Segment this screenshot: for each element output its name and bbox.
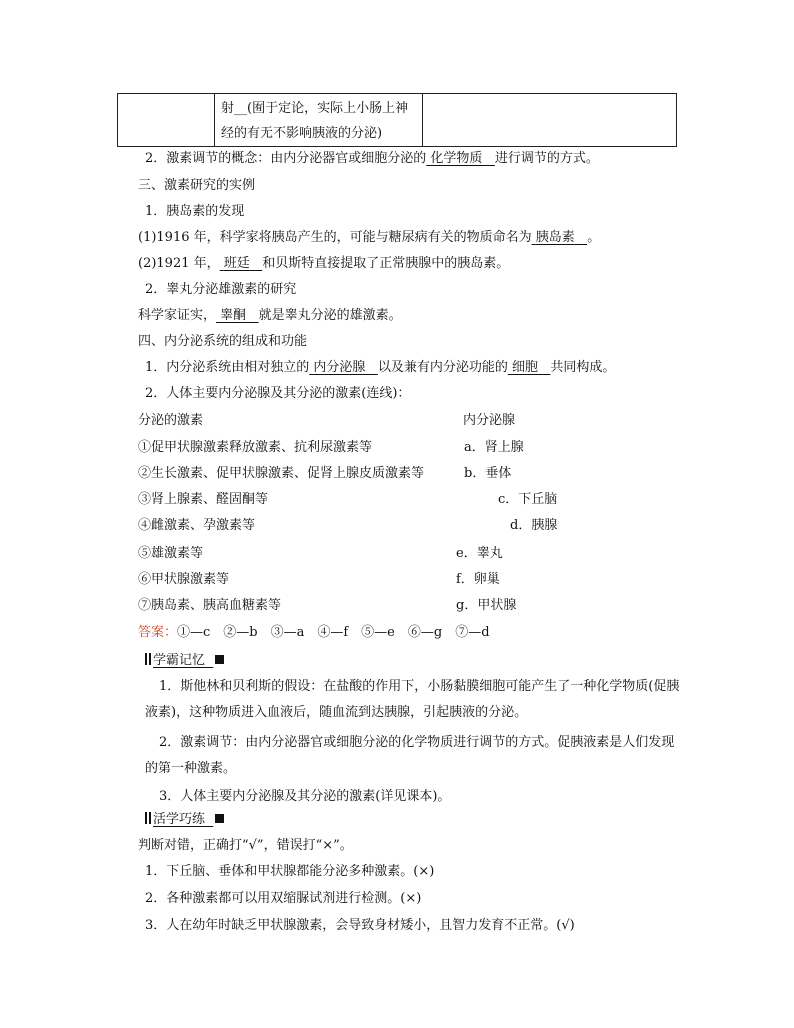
column-header-hormones: 分泌的激素: [138, 413, 204, 428]
hormone-item: ③肾上腺素、醛固酮等: [138, 492, 269, 507]
hormone-concept-line: [145, 150, 599, 168]
section-4-heading: 四、内分泌系统的组成和功能: [138, 334, 308, 349]
gland-item: c．下丘脑: [498, 492, 558, 507]
gland-item: a．肾上腺: [464, 440, 524, 455]
blank-answer: 班廷: [223, 256, 250, 271]
hormone-item: ②生长激素、促甲状腺激素、促肾上腺皮质激素等: [138, 466, 425, 481]
section-3-heading: 三、激素研究的实例: [138, 178, 256, 193]
memory-heading-underlined: [145, 653, 213, 668]
blank-answer: 胰岛素: [535, 230, 575, 245]
text: 1．内分泌系统由相对独立的: [145, 360, 310, 375]
endocrine-line-2: 2．人体主要内分泌腺及其分泌的激素(连线)：: [145, 386, 411, 401]
gland-item: e．睾丸: [456, 546, 503, 561]
bar-icon: [149, 653, 151, 665]
blank-answer: 内分泌腺: [313, 360, 366, 375]
text: 就是睾丸分泌的雄激素。: [258, 308, 402, 323]
hormone-item: ⑦胰岛素、胰高血糖素等: [138, 598, 282, 613]
table-cell-empty-right: [423, 94, 676, 146]
practice-question: 1．下丘脑、垂体和甲状腺都能分泌多种激素。(×): [145, 864, 435, 879]
text: 。: [587, 230, 601, 245]
insulin-title: 1．胰岛素的发现: [145, 204, 245, 219]
text: 进行调节的方式。: [494, 151, 599, 166]
testis-line: [138, 307, 402, 325]
table-cell-line: 射__(囿于定论，实际上小肠上神: [221, 101, 409, 116]
memory-paragraph-2: 2．激素调节：由内分泌器官或细胞分泌的化学物质进行调节的方式。促胰液素是人们发现的第一种激素。: [145, 735, 675, 776]
table-cell-empty-left: [118, 94, 215, 146]
gland-item: g．甲状腺: [456, 598, 517, 613]
table-cell-text: [215, 94, 423, 146]
square-icon: [215, 655, 224, 664]
text: (2)1921 年，: [138, 256, 220, 271]
bar-icon: [145, 653, 147, 665]
hormone-item: ⑥甲状腺激素等: [138, 572, 230, 587]
blank-answer: 化学物质: [430, 151, 483, 166]
answer-line: [138, 624, 490, 642]
square-icon: [215, 814, 224, 823]
practice-question: 3．人在幼年时缺乏甲状腺激素，会导致身材矮小，且智力发育不正常。(√): [145, 918, 575, 933]
table-fragment: [117, 93, 677, 147]
endocrine-line-1: [145, 359, 615, 377]
text: 科学家证实，: [138, 308, 217, 323]
memory-paragraph-3: 3．人体主要内分泌腺及其分泌的激素(详见课本)。: [159, 789, 451, 804]
gland-item: f．卵巢: [456, 572, 500, 587]
blank-answer: 睾酮: [220, 308, 247, 323]
text: 2．激素调节的概念：由内分泌器官或细胞分泌的: [145, 151, 427, 166]
practice-question: 2．各种激素都可以用双缩脲试剂进行检测。(×): [145, 891, 422, 906]
practice-heading-underlined: [145, 812, 213, 827]
blank-answer: 细胞: [512, 360, 539, 375]
memory-paragraph-1: 1．斯他林和贝利斯的假设：在盐酸的作用下，小肠黏膜细胞可能产生了一种化学物质(促胰液素)，这种物质进入血液后，随血流到达胰腺，引起胰液的分泌。: [145, 679, 680, 720]
insulin-line-1: [138, 229, 600, 247]
insulin-line-2: [138, 255, 509, 273]
table-cell-line: 经的有无不影响胰液的分泌): [221, 126, 383, 141]
text: 共同构成。: [550, 360, 616, 375]
bar-icon: [145, 812, 147, 824]
answer-text: ①—c ②—b ③—a ④—f ⑤—e ⑥—g ⑦—d: [177, 625, 490, 640]
answer-label: 答案：: [138, 625, 178, 640]
memory-heading-text: 学霸记忆: [153, 653, 206, 668]
bar-icon: [149, 812, 151, 824]
hormone-item: ④雌激素、孕激素等: [138, 518, 256, 533]
column-header-glands: 内分泌腺: [463, 413, 516, 428]
text: (1)1916 年，科学家将胰岛产生的，可能与糖尿病有关的物质命名为: [138, 230, 532, 245]
testis-title: 2．睾丸分泌雄激素的研究: [145, 282, 297, 297]
practice-heading: [145, 811, 224, 829]
gland-item: b．垂体: [464, 466, 512, 481]
practice-heading-text: 活学巧练: [153, 812, 206, 827]
gland-item: d．胰腺: [510, 518, 558, 533]
hormone-item: ⑤雄激素等: [138, 546, 204, 561]
hormone-item: ①促甲状腺激素释放激素、抗利尿激素等: [138, 440, 373, 455]
practice-intro: 判断对错，正确打“√”，错误打“×”。: [138, 838, 353, 853]
text: 和贝斯特直接提取了正常胰腺中的胰岛素。: [262, 256, 510, 271]
memory-heading: [145, 652, 224, 670]
text: 以及兼有内分泌功能的: [377, 360, 508, 375]
